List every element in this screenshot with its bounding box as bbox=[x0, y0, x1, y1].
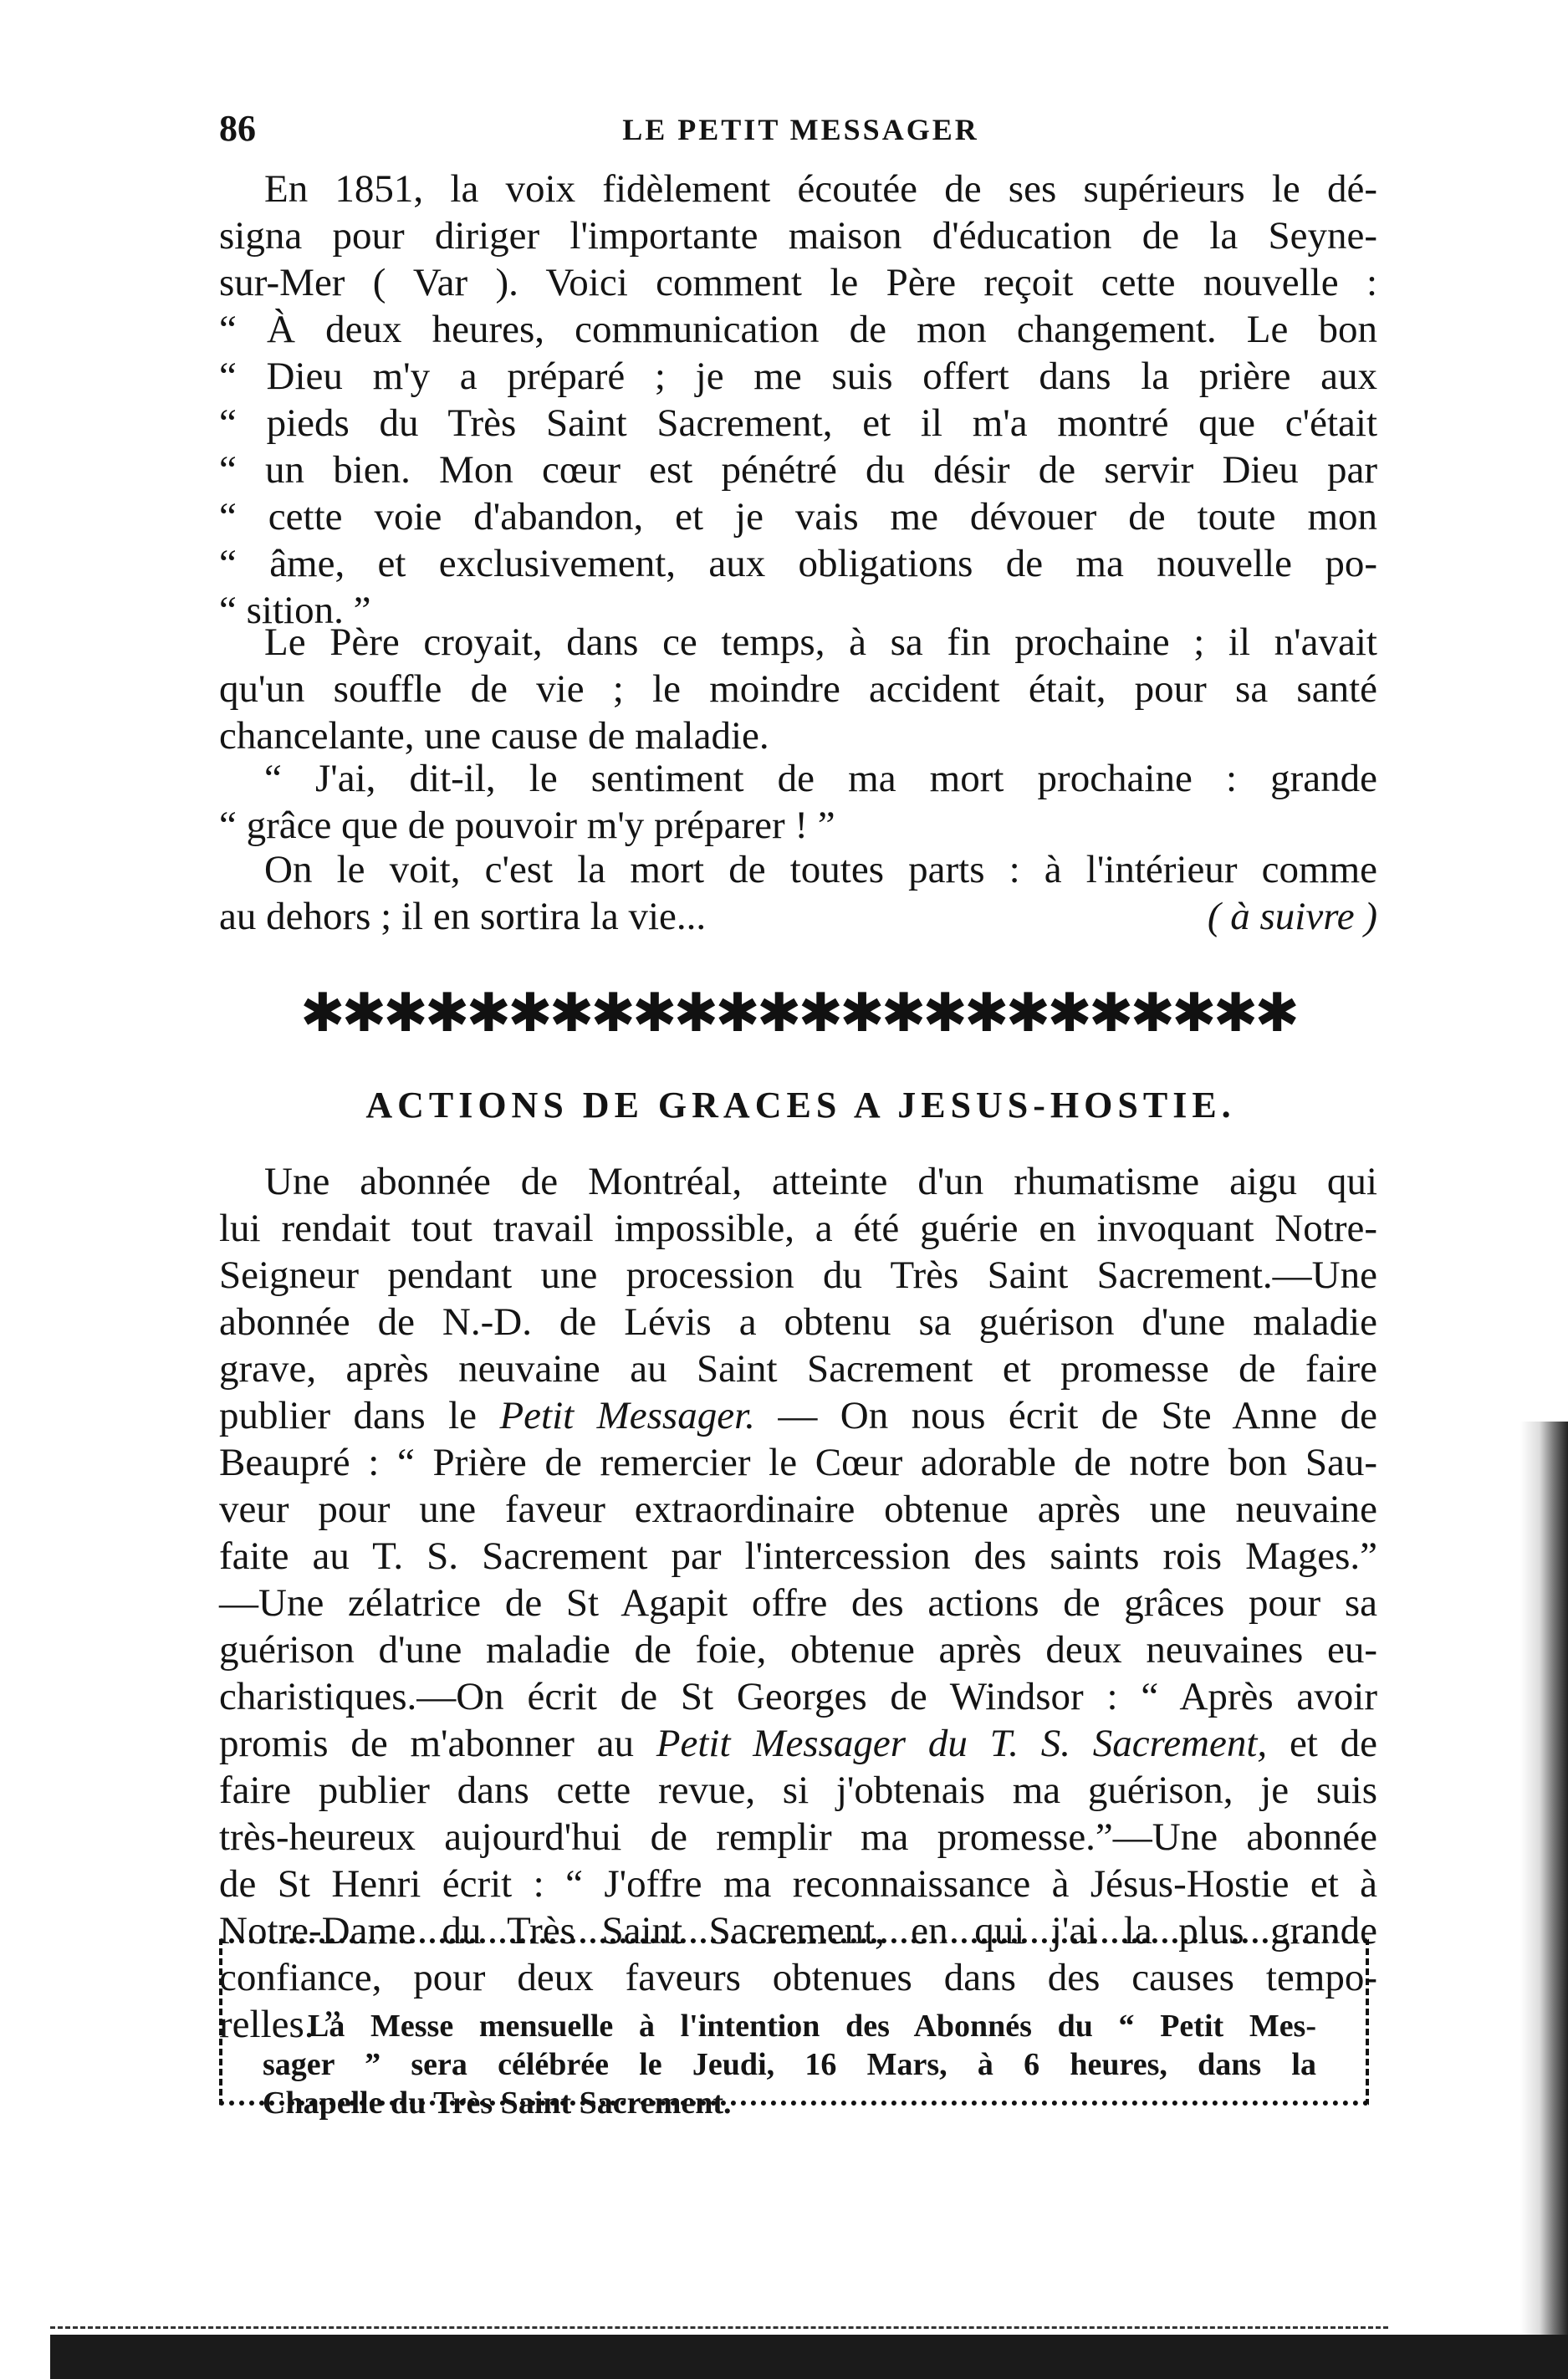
text-segment: Seigneur pendant une procession du Très Saint Sacrement.—Une bbox=[219, 1253, 1377, 1297]
text-line: qu'un souffle de vie ; le moindre accident était, pour sa santé bbox=[219, 667, 1377, 711]
text-segment: relles. ” bbox=[219, 2003, 342, 2046]
page-edge-shadow bbox=[1520, 1422, 1568, 2379]
text-line: “ grâce que de pouvoir m'y préparer ! ” bbox=[219, 804, 835, 847]
text-segment: lui rendait tout travail impossible, a été guérie en invoquant Notre- bbox=[219, 1207, 1377, 1250]
text-segment: —Une zélatrice de St Agapit offre des actions de grâces pour sa bbox=[219, 1581, 1377, 1625]
text-line bbox=[219, 1580, 1377, 1626]
text-segment: Une abonnée de Montréal, atteinte d'un rhumatisme aigu qui bbox=[264, 1160, 1377, 1203]
notice-line: sager ” sera célébrée le Jeudi, 16 Mars, à 6 heures, dans la bbox=[263, 2047, 1316, 2082]
text-segment: confiance, pour deux faveurs obtenues dans des causes tempo- bbox=[219, 1956, 1377, 1999]
text-line bbox=[219, 1252, 1377, 1299]
text-line: chancelante, une cause de maladie. bbox=[219, 714, 769, 758]
text-line bbox=[219, 1299, 1377, 1345]
paragraph-conclusion bbox=[219, 846, 1377, 940]
text-segment: — On nous écrit de Ste Anne de bbox=[754, 1394, 1377, 1437]
text-line bbox=[219, 1205, 1377, 1252]
text-line: signa pour diriger l'importante maison d'éducation de la Seyne- bbox=[219, 214, 1377, 258]
text-segment: faite au T. S. Sacrement par l'intercession des saints rois Mages.” bbox=[219, 1534, 1377, 1578]
mass-notice bbox=[263, 2007, 1316, 2122]
text-line: Le Père croyait, dans ce temps, à sa fin prochaine ; il n'avait bbox=[264, 620, 1377, 664]
text-segment: faire publier dans cette revue, si j'obtenais ma guérison, je suis bbox=[219, 1769, 1377, 1812]
paragraph-appointment bbox=[219, 166, 1377, 634]
paragraph-health bbox=[219, 619, 1377, 759]
text-segment: Notre-Dame du Très Saint Sacrement, en qui j'ai la plus grande bbox=[219, 1909, 1377, 1953]
text-line bbox=[219, 1439, 1377, 1486]
notice-line: La Messe mensuelle à l'intention des Abonnés du “ Petit Mes- bbox=[308, 2009, 1316, 2044]
text-line: On le voit, c'est la mort de toutes parts : à l'intérieur comme bbox=[264, 848, 1377, 891]
text-segment: promis de m'abonner au bbox=[219, 1722, 656, 1765]
text-line bbox=[219, 1861, 1377, 1907]
text-line bbox=[219, 1486, 1377, 1533]
text-line bbox=[219, 1626, 1377, 1673]
text-line bbox=[219, 1767, 1377, 1814]
page-number: 86 bbox=[219, 108, 256, 149]
text-segment: abonnée de N.-D. de Lévis a obtenu sa guérison d'une maladie bbox=[219, 1300, 1377, 1344]
bottom-rule bbox=[50, 2326, 1388, 2332]
text-line bbox=[219, 1720, 1377, 1767]
text-line bbox=[219, 1392, 1377, 1439]
text-segment: et de bbox=[1267, 1722, 1377, 1765]
text-line: “ pieds du Très Saint Sacrement, et il m'a montré que c'était bbox=[219, 401, 1377, 445]
text-line: sur-Mer ( Var ). Voici comment le Père reçoit cette nouvelle : bbox=[219, 261, 1377, 304]
section-title: ACTIONS DE GRACES A JESUS-HOSTIE. bbox=[365, 1085, 1236, 1126]
text-line: “ un bien. Mon cœur est pénétré du désir de servir Dieu par bbox=[219, 448, 1377, 492]
text-segment: grave, après neuvaine au Saint Sacrement et promesse de faire bbox=[219, 1347, 1377, 1391]
text-segment: très-heureux aujourd'hui de remplir ma promesse.”—Une abonnée bbox=[219, 1815, 1377, 1859]
text-line bbox=[219, 1158, 1377, 1205]
running-title: LE PETIT MESSAGER bbox=[622, 113, 979, 146]
text-line: “ sition. ” bbox=[219, 589, 371, 632]
paragraph-quote bbox=[219, 755, 1377, 849]
italic-title: Petit Messager du T. S. Sacrement, bbox=[656, 1722, 1268, 1765]
text-line bbox=[219, 1345, 1377, 1392]
text-segment: charistiques.—On écrit de St Georges de Windsor : “ Après avoir bbox=[219, 1675, 1377, 1718]
text-line bbox=[219, 1814, 1377, 1861]
text-segment: veur pour une faveur extraordinaire obtenue après une neuvaine bbox=[219, 1488, 1377, 1531]
notice-line: Chapelle du Très Saint Sacrement. bbox=[263, 2085, 732, 2121]
thanksgiving-paragraph bbox=[219, 1158, 1377, 2048]
text-segment: au dehors ; il en sortira la vie... bbox=[219, 895, 707, 938]
text-line: “ âme, et exclusivement, aux obligations de ma nouvelle po- bbox=[219, 542, 1377, 585]
text-line bbox=[219, 893, 1377, 940]
ornamental-star-divider: ✱✱✱✱✱✱✱✱✱✱✱✱✱✱✱✱✱✱✱✱✱✱✱✱ bbox=[300, 983, 1296, 1043]
text-line: “ J'ai, dit-il, le sentiment de ma mort prochaine : grande bbox=[264, 757, 1377, 800]
text-line bbox=[219, 1533, 1377, 1580]
text-line bbox=[219, 1673, 1377, 1720]
italic-title: Petit Messager. bbox=[499, 1394, 755, 1437]
bottom-scan-bar bbox=[50, 2335, 1568, 2379]
text-line: En 1851, la voix fidèlement écoutée de ses supérieurs le dé- bbox=[264, 167, 1377, 211]
text-segment: publier dans le bbox=[219, 1394, 500, 1437]
text-line: “ Dieu m'y a préparé ; je me suis offert dans la prière aux bbox=[219, 355, 1377, 398]
text-line: “ cette voie d'abandon, et je vais me dévouer de toute mon bbox=[219, 495, 1377, 539]
text-line: “ À deux heures, communication de mon changement. Le bon bbox=[219, 308, 1377, 351]
text-segment: Beaupré : “ Prière de remercier le Cœur adorable de notre bon Sau- bbox=[219, 1441, 1377, 1484]
text-segment: guérison d'une maladie de foie, obtenue après deux neuvaines eu- bbox=[219, 1628, 1377, 1672]
text-segment: de St Henri écrit : “ J'offre ma reconnaissance à Jésus-Hostie et à bbox=[219, 1862, 1377, 1906]
to-be-continued: ( à suivre ) bbox=[1207, 895, 1377, 938]
